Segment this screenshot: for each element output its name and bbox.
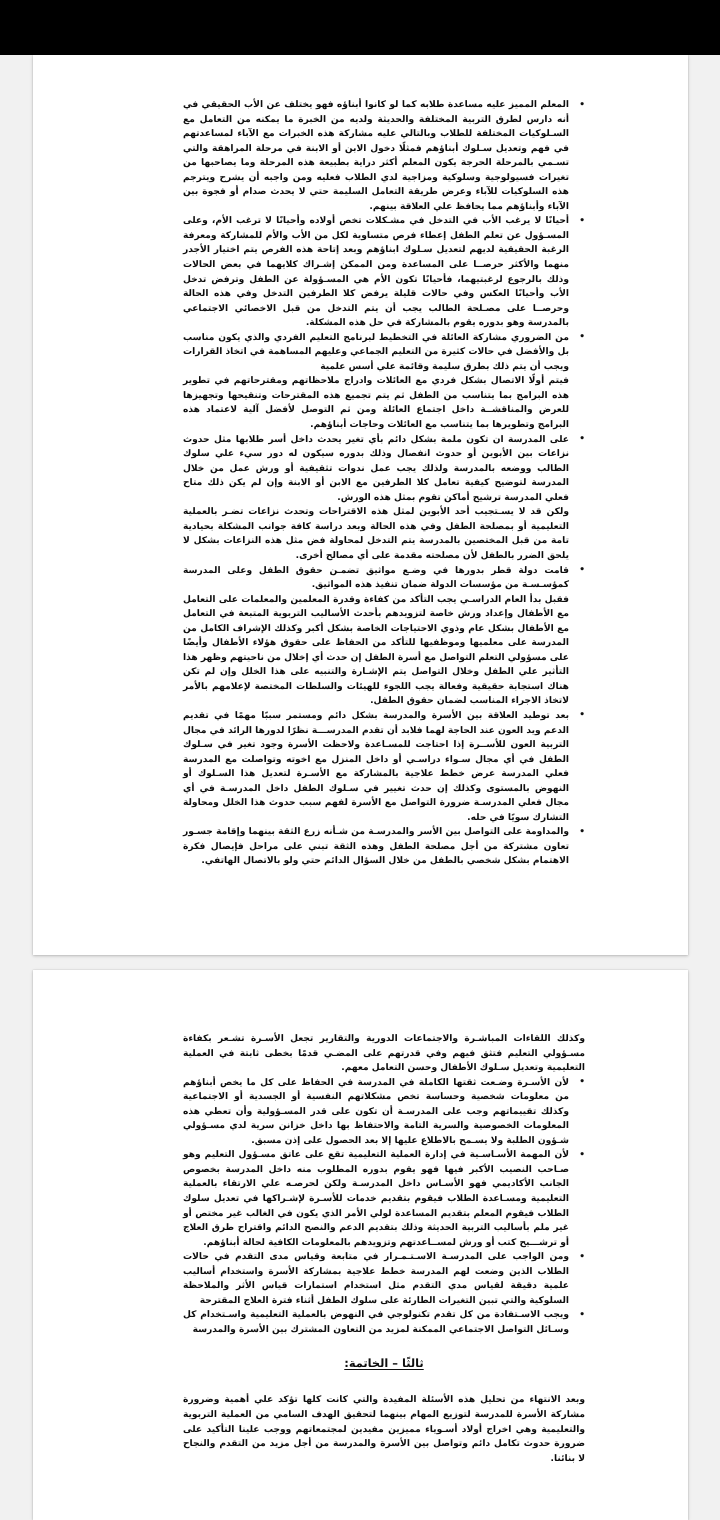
list-item [183, 709, 585, 825]
page-2-text-block [183, 1032, 585, 1466]
document-scroll-area[interactable] [0, 55, 720, 1520]
bullet-tail-text: فقبل بدأ العام الدراسـي يجب التأكد من كفاءة وقدرة المعلمين والمعلمات على التعامل مع الأطفال وإعداد ورش خاصة لتزويدهم بأحدث الأساليب التربوية المتبعة في التعامل مع الأطفال بشكل عام وذوي الاحتياجات الخاصة بشكل أكبر وكذلك الإشراف الكامل من المدرسة على معلميها وموظفيها للتأكد من الحفاظ على حقوق هؤلاء الأطفال وأيضًا على مسؤولي التعلم التواصل مع أسرة الطفل إن حدث أي إخلال من ناحيتهم وظهر هذا التأثير علي الطفل وخلال التواصل يتم الإشـارة والتنبيه على هذا الخلل وإن لم تكن هناك استجابة حقيقية وفعالة يجب اللجوء للهيئات والسلطات المختصة لإعلامهم بالأمر لاتخاذ الاجراء المناسب لضمان حقوق الطفل. [183, 594, 569, 707]
bullet-text: • المعلم المميز عليه مساعدة طلابه كما لو كانوا أبناؤه فهو يختلف عن الأب الحقيقي في أنه دارس لطرق التربية المختلفة والحديثة ولديه من الخبرة ما يمكنه من التعامل مع السـلوكيات المختلفة للطلاب وبالتالي عليه مشاركة هذه الخبرات مع الآباء لمساعدتهم في فهم وتعديل سـلوك أبناؤهم فمثلًا دخول الابن أو الابنة في مرحلة المراهقة والتي تسـمي بالمرحلة الحرجة يكون المعلم أكثر دراية بطبيعة هذه المرحلة وما يصاحبها من تغيرات فسيولوجية وسلوكية ومزاجية لدي الطلاب فعليه ومن واجبه أن يشرح ويترجم هذه السلوكيات للآباء وعرض طريقة التعامل السليمة حتي لا يحدث صدام أو فجوة بين الآباء وأبناؤهم مما يحافظ علي العلاقة بينهم. [183, 100, 569, 212]
list-item [183, 564, 585, 709]
document-page-2 [33, 970, 688, 1520]
lead-paragraph: وكذلك اللقاءات المباشـرة والاجتماعات الدورية والتقارير تجعل الأسـرة تشـعر بكفاءة مسـؤولي التعليم فتثق فيهم وفي قدرتهم على المضـي قدمًا بخطى ثابتة في العملية التعليمية وتعديل سـلوك الأطفال وحسن التعامل معهم. [183, 1034, 585, 1074]
section-heading-conclusion [183, 1354, 585, 1372]
bullet-text: • ومن الواجب على المدرسـة الاسـتـمـرار في متابعة وقياس مدى التقدم في حالات الطلاب الذين وضعت لهم المدرسة خطط علاجية بمشاركة الأسرة واستخدام أساليب علمية دقيقة لقياس مدي التقدم مثل استخدام استمارات قياس الأثر والملاحظة السلوكية والتي تبين التغيرات الطارئة على سلوك الطفل أثناء فترة العلاج المقترحة [183, 1252, 569, 1306]
bullet-text: • من الضروري مشاركة العائلة في التخطيط لبرنامج التعليم الفردي والذي يكون مناسب بل والأفضل في حالات كثيرة من التعليم الجماعي وعليهم المساهمة في اتخاذ القرارات ويجب أن يتم ذلك بطرق سليمة وقائمة علي أسس علمية [183, 332, 569, 372]
bullet-text: • على المدرسة ان تكون ملمة بشكل دائم بأي تغير يحدث داخل أسر طلابها مثل حدوث نزاعات بين الأبوين أو حدوث انفصال وذلك بدوره سيكون له دور سيء علي سلوك الطالب ووضعه بالمدرسة ولذلك يجب عمل ندوات تثقيفية أو ورش عمل من خلال المدرسة لتوضيح كيفية تعامل كلا الطرفين مع الابن أو الابنة وإن لم يكن ذلك متاح فعلي المدرسة ترشيح أماكن تقوم بمثل هذه الورش. [183, 434, 569, 503]
list-item [183, 98, 585, 214]
list-item [183, 1250, 585, 1308]
page-1-content [33, 55, 688, 955]
bullet-text: • أحيانًا لا يرغب الأب في التدخل في مشـكلات تخص أولاده وأحيانًا لا ترغب الأم، وعلى المسـؤول عن تعلم الطفل إعطاء فرص متساوية لكل من الأب والأم للمشاركة ومعرفة الرغبة الحقيقية لديهم لتعديل سـلوك ابناؤهم وبعد إتاحة هذه الفرص يتم اختيار الأجدر منهما والأكثر حرصــا على المساعدة ومن الممكن إشـراك كلايهما في بعض الحالات وذلك بالرجوع لرغبتيهما، فأحيانًا تكون الأم هي المسـؤولة عن الطفل وترفض تدخل الأب وأحيانًا العكس وفي حالات قليلة يرفض كلا الطرفين التدخل وفي هذه الحالة وحرصــا على مصـلحة الطالب يجب أن يتم التدخل من قبل الاخصائي الاجتماعي بالمدرسة وهو بدوره يقوم بالمشاركة في حل هذه المشكلة. [183, 216, 569, 329]
document-page-1 [33, 55, 688, 955]
viewer-top-bar [0, 0, 720, 55]
bullet-tail-text: فيتم أولًا الاتصال بشكل فردي مع العائلات وادراج ملاحظاتهم ومقترحاتهم في تطوير هذه البرامج بما يتناسب من الطفل ثم يتم تجميع هذه المقترحات وتنقيحها وتجهيزها للعرض والمناقشــة داخل اجتماع العائلة ومن ثم التوصل لأفضل آلية لاعتماد هذه البرامج وتطويرها بما يتناسب مع العائلات وحاجات أبناؤهم. [183, 376, 569, 431]
list-item [183, 825, 585, 869]
conclusion-paragraph: وبعد الانتهاء من تحليل هذه الأسئلة المفيدة والتي كانت كلها تؤكد علي أهمية وضرورة مشاركة الأسرة للمدرسة لتوزيع المهام بينهما لتحقيق الهدف السامي من العملية التربوية والتعليمية وهي اخراج أولاد أسـوياء مميزين مفيدين لمجتمعاتهم ووجب علينا التأكيد على ضرورة حدوث تكامل دائم وتواصل بين الأسرة والمدرسة من أجل مزيد من التقدم والنجاح لا بنائنا. [183, 1395, 585, 1464]
bullet-text: • والمداومة على التواصل بين الأسر والمدرسـة من شـأنه زرع الثقة بينهما وإقامة جسـور تعاون مشتركة من أجل مصلحة الطفل وهذه الثقة تبني على مراحل فإيصال فكرة الاهتمام بشكل شخصي بالطفل من خلال السؤال الدائم حتي ولو بالاتصال الهاتفي. [183, 827, 569, 867]
list-item [183, 331, 585, 433]
bullet-text: • ويجب الاسـتفادة من كل تقدم تكنولوجي في النهوض بالعملية التعليمية واسـتخدام كل وسـائل التواصل الاجتماعي الممكنة لمزيد من التعاون المشترك بين الأسرة والمدرسة [183, 1310, 569, 1335]
bullet-tail-text: ولكن قد لا يسـتجيب أحد الأبوين لمثل هذه الاقتراحات وتحدث نزاعات تضـر بالعملية التعليمية أو بمصلحة الطفل وفي هذه الحالة وبعد دراسة كافة جوانب المشكلة بحيادية تامة من قبل المختصين بالمدرسة يتم التدخل لمحاولة فض مثل هذه النزاعات بشكل لا يلحق الضرر بالطفل لأن مصلحته مقدمة على أي مصالح أخرى. [183, 507, 569, 561]
list-item [183, 1308, 585, 1337]
bullet-text: • بعد توطيد العلاقة بين الأسرة والمدرسة بشكل دائم ومستمر سببًا مهمًا في تقديم الدعم ويد العون عند الحاجة لهما فلابد أن تقدم المدرســـة نظرًا لدورها الرائد في مجال التربية العون للأســرة إذا احتاجت للمسـاعدة ولاحظت الأسرة وجود تغير في سـلوك الطفل في أي مجال سـواء دراسـي أو داخل المنزل مع اخوته وتواصلت مع المدرسة فعلي المدرسة عرض خطط علاجية بالمشاركة مع الأسـرة لتعديل هذا السـلوك أو النهوض بالمستوى وكذلك إن حدث تغيير في سـلوك الطفل داخل المدرسـة في أي مجال فعلي المدرسـة ضرورة التواصل مع الأسرة لفهم سبب حدوث هذا الخلل ومحاولة التشارك سويًا في حله. [183, 710, 569, 823]
bullet-text: • لأن الأسـرة وضـعت ثقتها الكاملة في المدرسة في الحفاظ على كل ما يخص أبناؤهم من معلومات شخصية وحساسة تخص مشكلاتهم النفسية أو الجسدية أو الاجتماعية وكذلك تقييماتهم وجب على المدرسـة أن تكون على قدر المسـؤولية وأن تعطي هذه المعلومات الخصوصية والسرية التامة والاحتفاظ بها داخل خزانن سرية لدي مسـؤولي شـؤون الطلبة ولا يسـمح بالاطلاع عليها إلا بعد الحصول على إذن مسبق. [183, 1077, 569, 1146]
page-2-bullet-list [183, 1076, 585, 1338]
page-2-content [33, 970, 688, 1520]
list-item [183, 214, 585, 330]
list-item [183, 433, 585, 564]
bullet-text: • لأن المهمة الأسـاسـية في إدارة العملية التعليمية تقع على عاتق مسـؤول التعليم وهو صـاحب النصيب الأكبر فيها فهو يقوم بدوره المطلوب منه داخل المدرسة بخصوص الجانب الأكاديمي فهو الأسـاس داخل المدرسـة ولكن لحرصـه علي الارتقاء بالعملية التعليمية ومسـاعدة الطلاب فيقوم بتقديم خدمات للأسـرة لإشـراكها في تعديل سلوك الطلاب فيقوم المعلم بتقديم المساعدة لولي الأمر الذي يكون في الغالب غير مختص أو غير ملم بأساليب التربية الحديثة وذلك بتقديم الدعم والنصح الدائم واقتراح طرق العلاج أو ترشـــيح كتب أو ورش لمســاعدتهم وتزويدهم بالمعلومات الكافية لحالة أبناؤهم. [183, 1150, 569, 1248]
bullet-text: • قامت دولة قطر بدورها في وضـع مواثيق تضمـن حقوق الطفل وعلى المدرسة كمؤسـسـة من مؤسسات الدولة ضمان تنفيذ هذه المواثيق. [183, 565, 569, 591]
section-heading-text: ثالثًا – الخاتمة: [344, 1356, 424, 1371]
list-item [183, 1148, 585, 1250]
page-1-bullet-list [183, 98, 585, 869]
list-item [183, 1076, 585, 1149]
page-1-text-block [183, 98, 585, 869]
